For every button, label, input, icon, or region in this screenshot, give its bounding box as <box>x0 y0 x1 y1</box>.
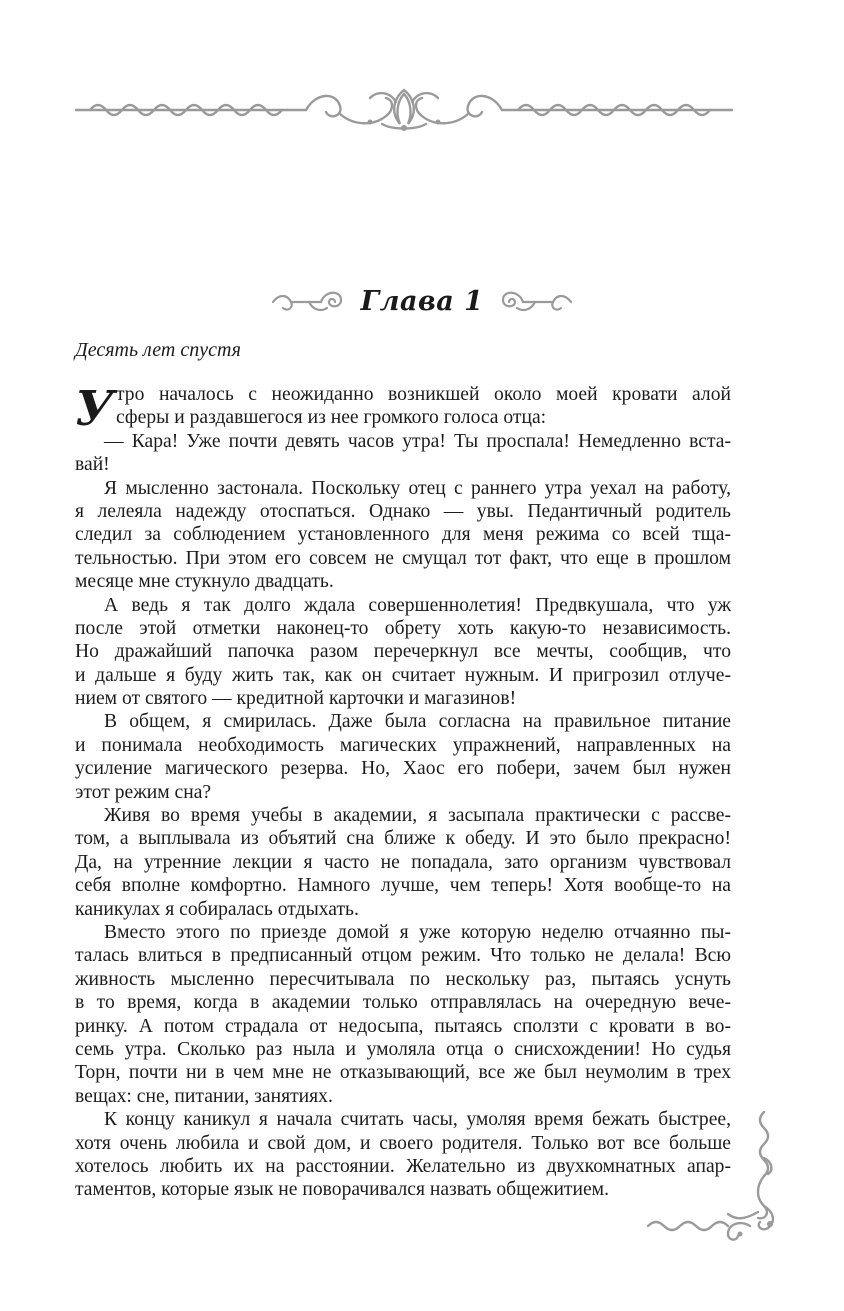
text-line: сферы и раздавшегося из нее громкого голоса отца: <box>116 407 547 429</box>
chapter-title: Глава 1 <box>360 285 484 317</box>
text-line: Живя во время учебы в академии, я засыпала практически с рассве- <box>104 805 731 827</box>
text-line: талась влиться в предписанный отцом режим. Что только не делала! Всю <box>75 945 731 967</box>
text-line: следил за соблюдением установленного для меня режима со всей тща- <box>75 524 731 546</box>
text-line: я лелеяла надежду отоспаться. Однако — увы. Педантичный родитель <box>75 500 731 522</box>
text-line: усиление магического резерва. Но, Хаос его побери, зачем был нужен <box>75 758 731 780</box>
text-line: себя вполне комфортно. Намного лучше, чем теперь! Хотя вообще-то на <box>75 875 731 897</box>
drop-cap: У <box>75 381 114 437</box>
ornamental-divider-icon <box>70 84 738 136</box>
text-line: после этой отметки наконец-то обрету хоть какую-то независимость. <box>75 617 731 639</box>
text-line: семь утра. Сколько раз ныла и умоляла отца о снисхождении! Но судья <box>75 1038 731 1060</box>
text-line: и понимала необходимость магических упражнений, направленных на <box>75 734 731 756</box>
flourish-right-icon <box>497 284 575 318</box>
chapter-heading <box>0 276 844 326</box>
chapter-subtitle: Десять лет спустя <box>75 339 241 361</box>
text-line: и дальше я буду жить так, как он считает нужным. И пригрозил отлуче- <box>75 664 731 686</box>
text-line: вещах: сне, питании, занятиях. <box>75 1085 333 1107</box>
text-line: живность мысленно пересчитывала по нескольку раз, пытаясь уснуть <box>75 968 731 990</box>
text-line: хотя очень любила и свой дом, и своего родителя. Только вот все больше <box>75 1132 731 1154</box>
text-line: Торн, почти ни в чем мне не отказывающий, все же был неумолим в трех <box>75 1062 731 1084</box>
text-line: таментов, которые язык не поворачивался назвать общежитием. <box>75 1179 609 1201</box>
text-line: Да, на утренние лекции я часто не попадала, зато организм чувствовал <box>75 851 731 873</box>
corner-flourish-icon <box>640 1108 780 1244</box>
text-line: месяце мне стукнуло двадцать. <box>75 571 334 593</box>
text-line: Я мысленно застонала. Поскольку отец с раннего утра уехал на работу, <box>104 477 731 499</box>
text-line: нием от святого — кредитной карточки и магазинов! <box>75 688 517 710</box>
text-line: каникулах я собиралась отдыхать. <box>75 898 359 920</box>
text-line: том, а выплывала из объятий сна ближе к обеду. И это было прекрасно! <box>75 828 731 850</box>
text-line: Но дражайший папочка разом перечеркнул все мечты, сообщив, что <box>75 641 731 663</box>
text-line: этот режим сна? <box>75 781 212 803</box>
text-line: тро началось с неожиданно возникшей около моей кровати алой <box>116 384 731 405</box>
text-line: хотелось любить их на расстоянии. Желательно из двухкомнатных апар- <box>75 1155 731 1177</box>
text-line: В общем, я смирилась. Даже была согласна на правильное питание <box>104 711 731 733</box>
text-line: в то время, когда в академии только отправлялась на очередную вече- <box>75 992 731 1014</box>
text-line: — Кара! Уже почти девять часов утра! Ты проспала! Немедленно вста- <box>104 430 731 452</box>
text-line: К концу каникул я начала считать часы, умоляя время бежать быстрее, <box>104 1109 731 1131</box>
text-line: вай! <box>75 454 110 476</box>
text-line: Вместо этого по приезде домой я уже которую неделю отчаянно пы- <box>104 921 731 943</box>
flourish-left-icon <box>269 284 347 318</box>
text-line: ринку. А потом страдала от недосыпа, пытаясь сползти с кровати в во- <box>75 1015 731 1037</box>
text-line: тельностью. При этом его совсем не смущал тот факт, что еще в прошлом <box>75 547 731 569</box>
body-text <box>75 383 731 1202</box>
text-line: А ведь я так долго ждала совершеннолетия! Предвкушала, что уж <box>104 594 731 616</box>
